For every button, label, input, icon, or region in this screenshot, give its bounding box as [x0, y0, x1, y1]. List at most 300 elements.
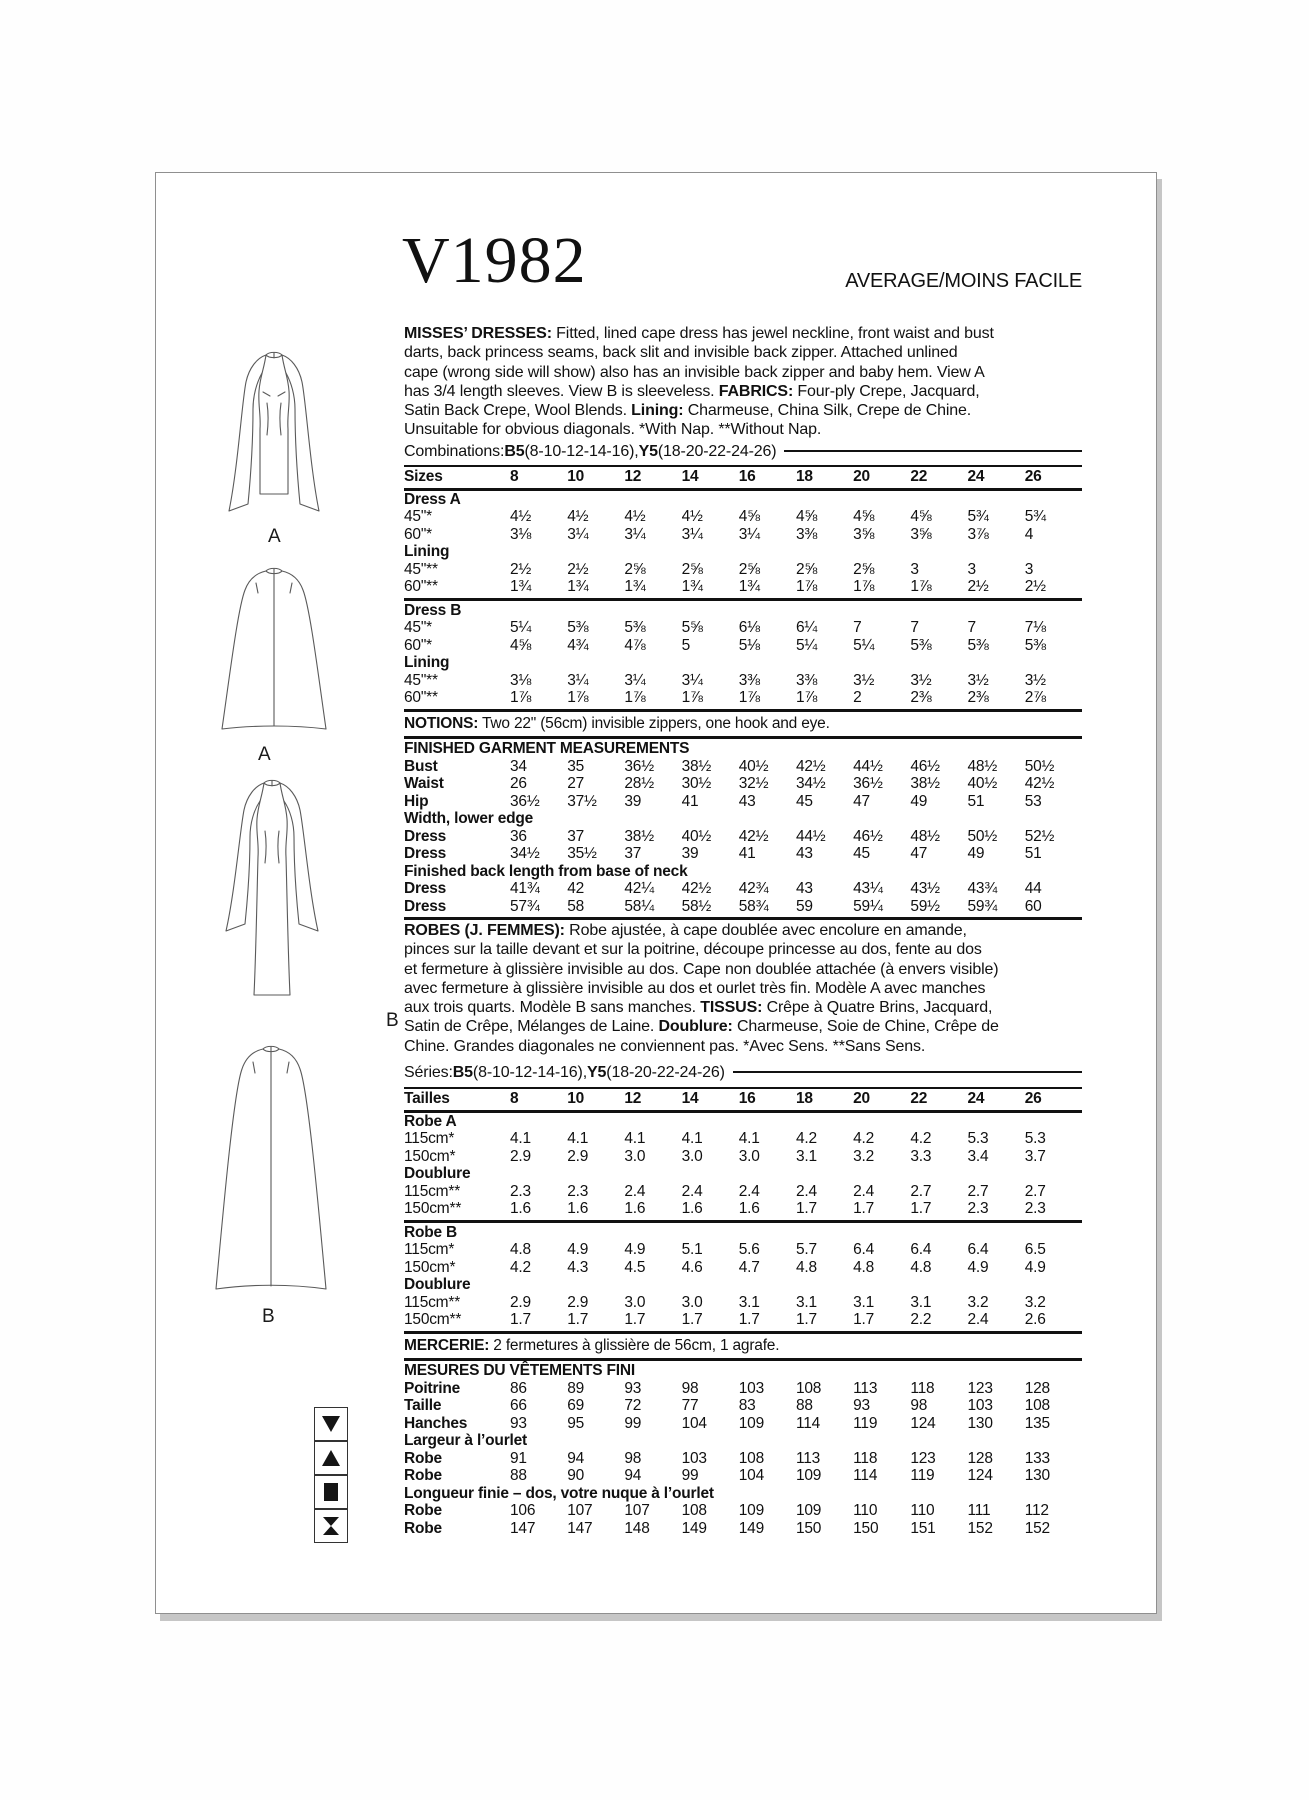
table-note-row: NOTIONS: Two 22" (56cm) invisible zippers, one hook and eye.	[404, 714, 830, 732]
size-value: 1⅞	[795, 578, 818, 595]
size-value: 1⅞	[624, 689, 646, 706]
table-note-row: MERCERIE: 2 fermetures à glissière de 56cm, 1 agrafe.	[404, 1336, 780, 1354]
row-label: Dress	[404, 897, 447, 915]
size-value: 5¾	[1024, 508, 1046, 525]
size-value: 24	[967, 468, 985, 485]
view-a-front-label: A	[268, 526, 281, 547]
size-value: 89	[567, 1379, 585, 1397]
view-b-back-label: B	[262, 1306, 275, 1327]
size-value: 38½	[624, 827, 654, 845]
row-label: Robe A	[404, 1112, 457, 1130]
table-row	[404, 1294, 1082, 1312]
size-value: 2.9	[567, 1293, 589, 1311]
row-label: Lining	[404, 654, 450, 671]
size-value: 3.2	[853, 1147, 875, 1165]
size-value: 4.9	[567, 1241, 589, 1258]
size-value: 4½	[681, 508, 703, 525]
size-value: 2.3	[967, 1200, 989, 1217]
size-value: 52½	[1024, 827, 1055, 845]
row-label: 60"**	[404, 689, 438, 706]
table-row	[404, 845, 1082, 863]
size-value: 135	[1024, 1414, 1050, 1432]
table-section-row	[404, 1165, 1082, 1183]
table-row	[404, 1415, 1082, 1433]
size-value: 14	[681, 1090, 699, 1107]
size-value: 4½	[624, 508, 646, 525]
size-value: 3¼	[681, 671, 703, 689]
size-value: 3⅞	[967, 525, 989, 543]
size-value: 38½	[910, 775, 940, 792]
size-value: 72	[624, 1397, 642, 1414]
size-value: 2⅝	[681, 560, 703, 578]
table-section-row	[404, 1113, 1082, 1131]
size-value: 35	[567, 757, 585, 775]
size-value: 5⅜	[567, 619, 589, 636]
size-value: 1.7	[681, 1311, 703, 1328]
table-section-row	[404, 654, 1082, 672]
table-section-row	[404, 863, 1082, 881]
size-value: 14	[681, 468, 699, 485]
size-value: 103	[967, 1397, 993, 1414]
size-value: 2.9	[510, 1147, 531, 1165]
size-value: 5⅜	[624, 619, 646, 636]
size-value: 4.7	[738, 1258, 760, 1276]
size-value: 3½	[967, 671, 989, 689]
size-value: 3¼	[681, 525, 703, 543]
size-value: 59¼	[853, 897, 883, 915]
size-value: 94	[567, 1449, 585, 1467]
table-rule	[404, 736, 1082, 739]
table-row	[404, 1148, 1082, 1166]
table-rule	[404, 1220, 1082, 1223]
size-value: 2.3	[1024, 1200, 1046, 1217]
size-value: 1.7	[738, 1311, 760, 1328]
size-value: 124	[910, 1414, 936, 1432]
size-value: 3.1	[910, 1293, 932, 1311]
size-value: 43¼	[853, 880, 883, 897]
size-value: 2.3	[567, 1182, 589, 1200]
size-value: 36½	[624, 757, 654, 775]
size-value: 130	[967, 1414, 993, 1432]
size-value: 2.7	[967, 1182, 989, 1200]
table-header-row	[404, 465, 1082, 491]
size-value: 1.7	[624, 1311, 646, 1328]
table-row	[404, 689, 1082, 707]
size-value: 110	[853, 1502, 878, 1519]
size-value: 2½	[567, 560, 589, 578]
size-value: 108	[795, 1379, 822, 1397]
size-value: 6.5	[1024, 1241, 1046, 1258]
size-value: 152	[967, 1519, 993, 1537]
size-value: 4.1	[567, 1130, 589, 1147]
row-label: Doublure	[404, 1276, 471, 1293]
size-value: 66	[510, 1397, 527, 1414]
table-row	[404, 508, 1082, 526]
row-label: 60"*	[404, 636, 432, 654]
size-value: 4.2	[795, 1130, 817, 1147]
size-value: 3.0	[624, 1293, 646, 1311]
size-value: 3⅜	[795, 525, 818, 543]
text-line: darts, back princess seams, back slit and invisible back zipper. Attached unlined	[404, 344, 958, 362]
size-value: 4.2	[510, 1258, 531, 1276]
size-value: 46½	[853, 827, 883, 845]
size-value: 4⅝	[510, 636, 532, 654]
size-value: 58½	[681, 897, 712, 915]
table-row	[404, 1520, 1082, 1538]
row-label: Largeur à l’ourlet	[404, 1432, 528, 1449]
size-value: 40½	[967, 775, 998, 792]
size-value: 5⅛	[738, 636, 760, 654]
size-value: 4.3	[567, 1258, 589, 1276]
size-value: 3⅝	[910, 525, 932, 543]
size-value: 43	[795, 845, 813, 862]
size-value: 3¼	[624, 671, 646, 689]
size-value: 3.7	[1024, 1147, 1046, 1165]
size-value: 5⅜	[1024, 636, 1046, 654]
size-value: 108	[738, 1449, 765, 1467]
table-row	[404, 828, 1082, 846]
size-value: 4.8	[910, 1258, 932, 1276]
size-value: 43½	[910, 880, 940, 897]
size-value: 43¾	[967, 880, 998, 897]
size-value: 42	[567, 880, 585, 897]
size-value: 5⅝	[681, 619, 703, 636]
row-label: Tailles	[404, 1090, 450, 1107]
row-label: Sizes	[404, 468, 443, 485]
row-label: Lining	[404, 543, 450, 560]
size-value: 3¼	[738, 525, 760, 543]
size-value: 128	[967, 1449, 993, 1467]
size-value: 1⅞	[567, 689, 589, 706]
view-a-front-sketch	[214, 345, 334, 525]
size-value: 3.0	[681, 1147, 703, 1165]
table-rule	[404, 917, 1082, 920]
size-value: 4⅞	[624, 636, 646, 654]
size-value: 98	[624, 1449, 642, 1467]
size-value: 107	[567, 1502, 593, 1519]
size-value: 39	[624, 792, 642, 810]
size-value: 41¾	[510, 880, 540, 897]
size-value: 103	[738, 1379, 765, 1397]
size-value: 38½	[681, 757, 712, 775]
row-label: Robe	[404, 1502, 442, 1519]
size-value: 28½	[624, 775, 654, 792]
row-label: Dress A	[404, 490, 461, 508]
size-value: 37½	[567, 792, 597, 810]
view-b-front-label: B	[386, 1010, 399, 1031]
size-value: 91	[510, 1449, 527, 1467]
size-value: 44½	[853, 757, 883, 775]
size-value: 42½	[738, 827, 769, 845]
size-value: 150	[795, 1519, 822, 1537]
size-value: 4.8	[853, 1258, 875, 1276]
size-value: 88	[510, 1467, 527, 1484]
size-value: 7	[853, 619, 862, 636]
size-value: 5.6	[738, 1241, 760, 1258]
size-value: 4.5	[624, 1258, 646, 1276]
size-value: 5	[681, 636, 690, 654]
size-value: 49	[910, 792, 928, 810]
combinations-line	[404, 442, 1082, 462]
table-row	[404, 793, 1082, 811]
view-a-back-sketch	[204, 563, 344, 738]
size-value: 3.0	[738, 1147, 760, 1165]
size-value: 26	[510, 775, 527, 792]
size-value: 7	[967, 619, 976, 636]
size-value: 53	[1024, 792, 1042, 810]
size-value: 93	[853, 1397, 870, 1414]
size-value: 149	[681, 1519, 707, 1537]
row-label: Poitrine	[404, 1379, 461, 1397]
size-value: 3.1	[795, 1147, 817, 1165]
size-value: 86	[510, 1379, 527, 1397]
row-label: Finished back length from base of neck	[404, 862, 688, 880]
size-value: 2.4	[624, 1182, 646, 1200]
row-label: Bust	[404, 757, 438, 775]
size-value: 34½	[510, 845, 540, 862]
size-value: 47	[910, 845, 928, 862]
description-french	[404, 921, 1082, 1056]
difficulty-label: AVERAGE/MOINS FACILE	[845, 270, 1082, 292]
size-value: 2.4	[967, 1311, 989, 1328]
size-value: 113	[853, 1379, 878, 1397]
view-b-back-sketch	[196, 1041, 346, 1299]
row-label: 150cm**	[404, 1311, 462, 1328]
size-value: 3½	[853, 671, 875, 689]
table-row	[404, 619, 1082, 637]
table-section-row	[404, 602, 1082, 620]
table-row	[404, 672, 1082, 690]
size-value: 4½	[510, 508, 532, 525]
size-value: 1.6	[738, 1200, 760, 1217]
size-value: 58	[567, 897, 585, 915]
size-value: 114	[795, 1414, 821, 1432]
size-value: 83	[738, 1397, 756, 1414]
size-value: 1¾	[681, 578, 703, 595]
table-row	[404, 1259, 1082, 1277]
size-value: 128	[1024, 1379, 1050, 1397]
size-value: 1.7	[853, 1200, 875, 1217]
size-value: 2.3	[510, 1182, 531, 1200]
size-value: 12	[624, 1090, 642, 1107]
size-value: 3.1	[795, 1293, 817, 1311]
size-value: 108	[681, 1502, 707, 1519]
size-value: 6.4	[853, 1241, 875, 1258]
size-value: 133	[1024, 1449, 1050, 1467]
size-value: 59½	[910, 897, 940, 915]
row-label: 115cm**	[404, 1293, 461, 1311]
size-value: 5⅜	[910, 636, 932, 654]
size-value: 7⅛	[1024, 619, 1046, 636]
size-value: 16	[738, 468, 756, 485]
size-value: 4⅝	[853, 508, 875, 525]
row-label: 150cm**	[404, 1200, 462, 1217]
size-value: 1¾	[738, 578, 760, 595]
size-value: 22	[910, 468, 928, 485]
size-value: 3.2	[1024, 1293, 1046, 1311]
text-line: Satin de Crêpe, Mélanges de Laine. Doublure: Charmeuse, Soie de Chine, Crêpe de	[404, 1018, 999, 1036]
table-rule	[404, 709, 1082, 712]
row-label: Dress B	[404, 601, 462, 619]
size-value: 147	[567, 1519, 593, 1537]
size-value: 3½	[910, 671, 932, 689]
size-value: 4.9	[624, 1241, 646, 1258]
size-value: 41	[738, 845, 756, 862]
table-row	[404, 1183, 1082, 1201]
metric-table	[404, 1087, 1082, 1537]
size-value: 5¼	[795, 636, 818, 654]
page-title: V1982	[402, 224, 587, 297]
row-label: Robe B	[404, 1223, 458, 1241]
size-value: 3¼	[567, 671, 589, 689]
size-value: 12	[624, 468, 642, 485]
size-value: 4⅝	[795, 508, 818, 525]
size-value: 114	[853, 1467, 878, 1484]
table-header-row	[404, 1087, 1082, 1113]
size-value: 39	[681, 845, 699, 862]
size-value: 4.9	[967, 1258, 989, 1276]
size-value: 4⅝	[738, 508, 760, 525]
size-value: 6.4	[910, 1241, 932, 1258]
size-value: 1⅞	[681, 689, 703, 706]
size-value: 93	[510, 1414, 527, 1432]
text-line: has 3/4 length sleeves. View B is sleeveless. FABRICS: Four-ply Crepe, Jacquard,	[404, 382, 980, 400]
size-value: 4¾	[567, 636, 589, 654]
size-value: 4⅝	[910, 508, 932, 525]
size-value: 16	[738, 1090, 756, 1107]
size-value: 4.6	[681, 1258, 703, 1276]
size-value: 108	[1024, 1397, 1050, 1414]
size-value: 3	[910, 560, 919, 578]
row-label: Doublure	[404, 1165, 471, 1182]
size-value: 1.7	[795, 1200, 817, 1217]
size-value: 1.6	[624, 1200, 646, 1217]
size-value: 3	[1024, 560, 1034, 578]
size-value: 2.4	[738, 1182, 760, 1200]
row-label: 45"*	[404, 619, 432, 636]
size-value: 3¼	[624, 525, 646, 543]
table-row	[404, 561, 1082, 579]
text-line: aux trois quarts. Modèle B sans manches. TISSUS: Crêpe à Quatre Brins, Jacquard,	[404, 999, 993, 1017]
size-value: 123	[910, 1449, 936, 1467]
size-value: 1.7	[795, 1311, 817, 1328]
table-row	[404, 758, 1082, 776]
size-value: 5.1	[681, 1241, 703, 1258]
size-value: 40½	[681, 827, 712, 845]
table-rule	[404, 1331, 1082, 1334]
view-a-back-label: A	[258, 744, 271, 765]
size-value: 43	[795, 880, 813, 897]
size-value: 50½	[1024, 757, 1055, 775]
size-value: 99	[624, 1414, 642, 1432]
text-line: cape (wrong side will show) also has an invisible back zipper and baby hem. View A	[404, 363, 985, 381]
row-label: Dress	[404, 880, 447, 897]
size-value: 109	[795, 1502, 822, 1519]
text-line: et fermeture à glissière invisible au dos. Cape non doublée attachée (à envers visible)	[404, 960, 999, 978]
size-value: 6¼	[795, 619, 818, 636]
row-label: Dress	[404, 845, 447, 862]
size-value: 3⅜	[738, 671, 760, 689]
size-value: 42½	[1024, 775, 1055, 792]
text-line: avec fermeture à glissière invisible au dos et ourlet très fin. Modèle A avec manches	[404, 979, 986, 997]
size-value: 5¾	[967, 508, 989, 525]
size-value: 88	[795, 1397, 813, 1414]
size-value: 10	[567, 468, 585, 485]
size-value: 4.1	[681, 1130, 703, 1147]
row-label: 150cm*	[404, 1258, 456, 1276]
size-value: 27	[567, 775, 585, 792]
table-row	[404, 637, 1082, 655]
series-line	[404, 1063, 1082, 1083]
row-label: 60"**	[404, 578, 438, 595]
size-value: 1⅞	[510, 689, 532, 706]
size-value: 5.3	[1024, 1130, 1046, 1147]
nap-symbol-legend	[314, 1407, 348, 1543]
yardage-table	[404, 465, 1082, 921]
size-value: 36	[510, 827, 527, 845]
row-label: Robe	[404, 1449, 442, 1467]
table-row	[404, 1380, 1082, 1398]
table-row	[404, 1241, 1082, 1259]
size-value: 98	[681, 1379, 699, 1397]
size-value: 8	[510, 1090, 519, 1107]
row-label: Taille	[404, 1397, 442, 1414]
size-value: 95	[567, 1414, 585, 1432]
size-value: 109	[738, 1414, 765, 1432]
size-value: 58¾	[738, 897, 769, 915]
size-value: 4.1	[510, 1130, 531, 1147]
row-label: 115cm*	[404, 1130, 455, 1147]
size-value: 24	[967, 1090, 985, 1107]
table-row	[404, 1450, 1082, 1468]
text-line: Séries: B5 (8-10-12-14-16), Y5 (18-20-22-24-26)	[404, 1063, 1082, 1083]
size-value: 3.2	[967, 1293, 989, 1311]
size-value: 1¾	[567, 578, 589, 595]
size-value: 46½	[910, 757, 940, 775]
size-value: 50½	[967, 827, 998, 845]
table-section-row	[404, 810, 1082, 828]
size-value: 3½	[1024, 671, 1046, 689]
size-value: 8	[510, 468, 519, 485]
size-value: 2½	[510, 560, 532, 578]
size-value: 2⅞	[1024, 689, 1046, 706]
size-value: 10	[567, 1090, 585, 1107]
size-value: 2.4	[853, 1182, 875, 1200]
size-value: 26	[1024, 468, 1042, 485]
size-value: 42¼	[624, 880, 654, 897]
size-value: 1.7	[510, 1311, 531, 1328]
size-value: 37	[567, 827, 585, 845]
description-english	[404, 324, 1082, 440]
text-line: pinces sur la taille devant et sur la poitrine, découpe princesse au dos, fente au dos	[404, 941, 982, 959]
size-value: 2⅜	[967, 689, 989, 706]
pattern-sheet-page	[155, 172, 1157, 1614]
size-value: 3⅛	[510, 671, 532, 689]
size-value: 4.1	[624, 1130, 646, 1147]
row-label: 115cm**	[404, 1182, 461, 1200]
size-value: 1.7	[567, 1311, 589, 1328]
size-value: 1¾	[510, 578, 532, 595]
size-value: 106	[510, 1502, 536, 1519]
size-value: 6.4	[967, 1241, 989, 1258]
row-label: Width, lower edge	[404, 810, 534, 827]
text-line: Satin Back Crepe, Wool Blends. Lining: Charmeuse, China Silk, Crepe de Chine.	[404, 402, 972, 420]
size-value: 149	[738, 1519, 765, 1537]
table-section-row	[404, 1224, 1082, 1242]
size-value: 103	[681, 1449, 707, 1467]
table-row	[404, 880, 1082, 898]
size-value: 18	[795, 468, 813, 485]
